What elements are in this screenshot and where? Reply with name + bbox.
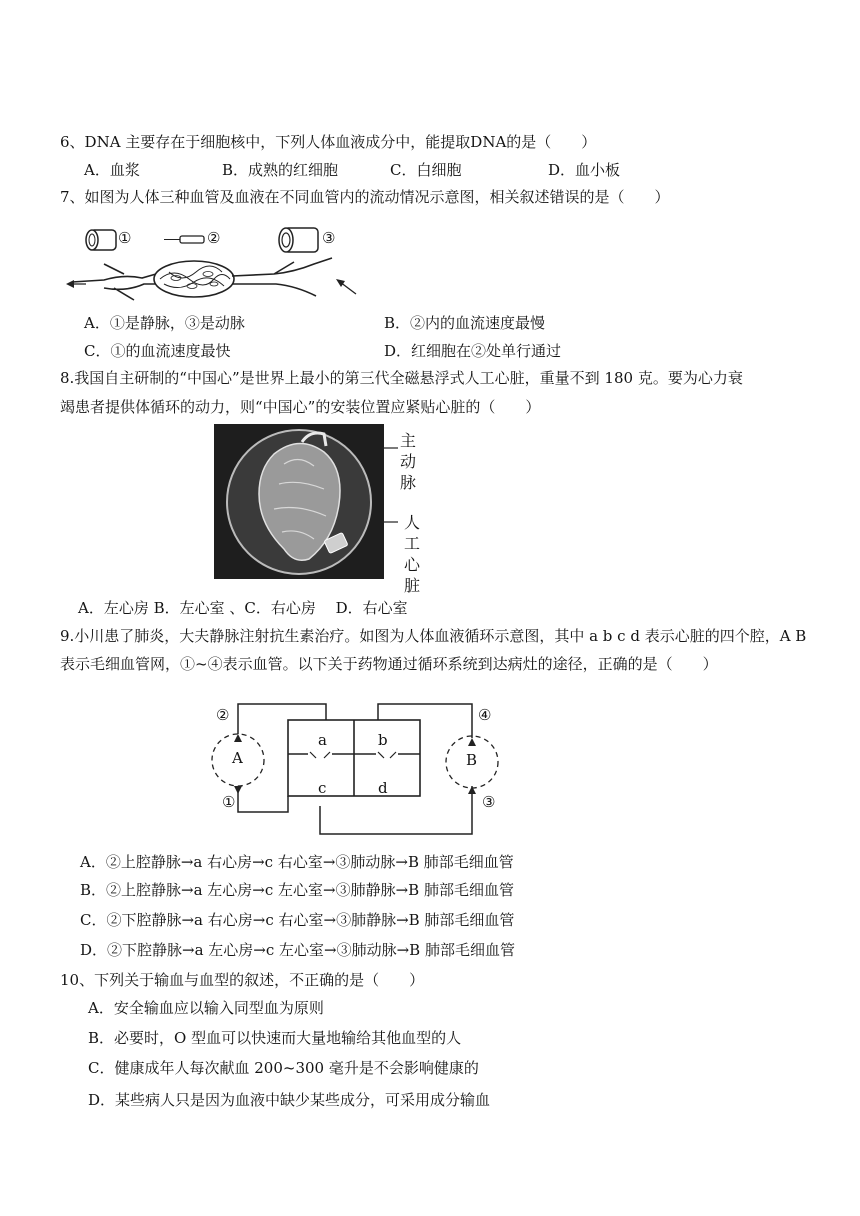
q9-option-a: A．②上腔静脉→a 右心房→c 右心室→③肺动脉→B 肺部毛细血管	[80, 853, 514, 871]
q9-option-d: D．②下腔静脉→a 左心房→c 左心室→③肺动脉→B 肺部毛细血管	[80, 941, 515, 959]
capillary-network	[154, 261, 234, 297]
vessel-1-line	[238, 786, 288, 812]
q7-label-1: ①	[118, 229, 132, 247]
artificial-heart-label-char-3: 心	[403, 555, 420, 574]
vessel-2-label: ②	[216, 706, 230, 724]
aorta-label-char-1: 主	[399, 431, 416, 450]
capillary-a-label: A	[232, 749, 243, 767]
chamber-b-label: b	[378, 731, 388, 749]
q6-stem: 6、DNA 主要存在于细胞核中，下列人体血液成分中，能提取DNA的是（ ）	[60, 133, 597, 151]
q10-option-a: A．安全输血应以输入同型血为原则	[88, 999, 324, 1017]
q9-stem-line1: 9.小川患了肺炎，大夫静脉注射抗生素治疗。如图为人体血液循环示意图，其中 a b c d 表示心脏的四个腔，A B	[60, 627, 807, 645]
q7-option-c: C．①的血流速度最快	[84, 342, 231, 360]
chamber-d-label: d	[378, 779, 388, 797]
capillary-b-label: B	[466, 751, 478, 769]
vessel-3-cross-section	[279, 228, 318, 252]
q7-option-a: A．①是静脉，③是动脉	[84, 314, 245, 332]
right-vessel-branch	[232, 258, 332, 296]
q7-option-b: B．②内的血流速度最慢	[384, 314, 546, 332]
artificial-heart-label-char-4: 脏	[403, 576, 420, 595]
q9-option-b: B．②上腔静脉→a 左心房→c 左心室→③肺静脉→B 肺部毛细血管	[80, 881, 514, 899]
vessel-1-label: ①	[222, 793, 236, 811]
vessel-3-label: ③	[482, 793, 496, 811]
q6-option-d: D．血小板	[548, 161, 621, 179]
vessel-2-cross-section	[164, 236, 204, 243]
q6-option-a: A．血浆	[84, 161, 140, 179]
arrow-in-icon	[336, 279, 356, 294]
chamber-c-label: c	[318, 779, 327, 797]
q9-stem-line2: 表示毛细血管网，①~④表示血管。以下关于药物通过循环系统到达病灶的途径，正确的是（ ）	[60, 655, 718, 673]
artificial-heart-label-char-1: 人	[403, 513, 420, 532]
q7-option-d: D．红细胞在②处单行通过	[384, 342, 562, 360]
vessel-1-cross-section	[86, 230, 116, 250]
q6-option-b: B．成熟的红细胞	[222, 161, 339, 179]
q8-stem-line2: 竭患者提供体循环的动力，则“中国心”的安装位置应紧贴心脏的（ ）	[60, 398, 541, 416]
vessel-4-label: ④	[478, 706, 492, 724]
q10-option-b: B．必要时，O 型血可以快速而大量地输给其他血型的人	[88, 1029, 462, 1047]
q8-options: A．左心房 B．左心室 、C．右心房 D．右心室	[78, 599, 408, 617]
q7-label-3: ③	[322, 229, 336, 247]
artificial-heart-photo	[214, 424, 384, 579]
q9-option-c: C．②下腔静脉→a 右心房→c 右心室→③肺静脉→B 肺部毛细血管	[80, 911, 515, 929]
q7-stem: 7、如图为人体三种血管及血液在不同血管内的流动情况示意图，相关叙述错误的是（ ）	[60, 188, 670, 206]
chamber-a-label: a	[318, 731, 327, 749]
artificial-heart-label-char-2: 工	[403, 534, 420, 553]
aorta-label-char-3: 脉	[399, 473, 416, 492]
q10-stem: 10、下列关于输血与血型的叙述，不正确的是（ ）	[60, 971, 425, 989]
left-vessel-branch	[72, 264, 156, 300]
q10-option-d: D．某些病人只是因为血液中缺少某些成分，可采用成分输血	[88, 1091, 491, 1109]
q7-label-2: ②	[207, 229, 221, 247]
aorta-label-char-2: 动	[399, 452, 416, 471]
q8-stem-line1: 8.我国自主研制的“中国心”是世界上最小的第三代全磁悬浮式人工心脏，重量不到 180 克。要为心力衰	[60, 369, 743, 387]
q6-option-c: C．白细胞	[390, 161, 462, 179]
q10-option-c: C．健康成年人每次献血 200~300 毫升是不会影响健康的	[88, 1059, 479, 1077]
